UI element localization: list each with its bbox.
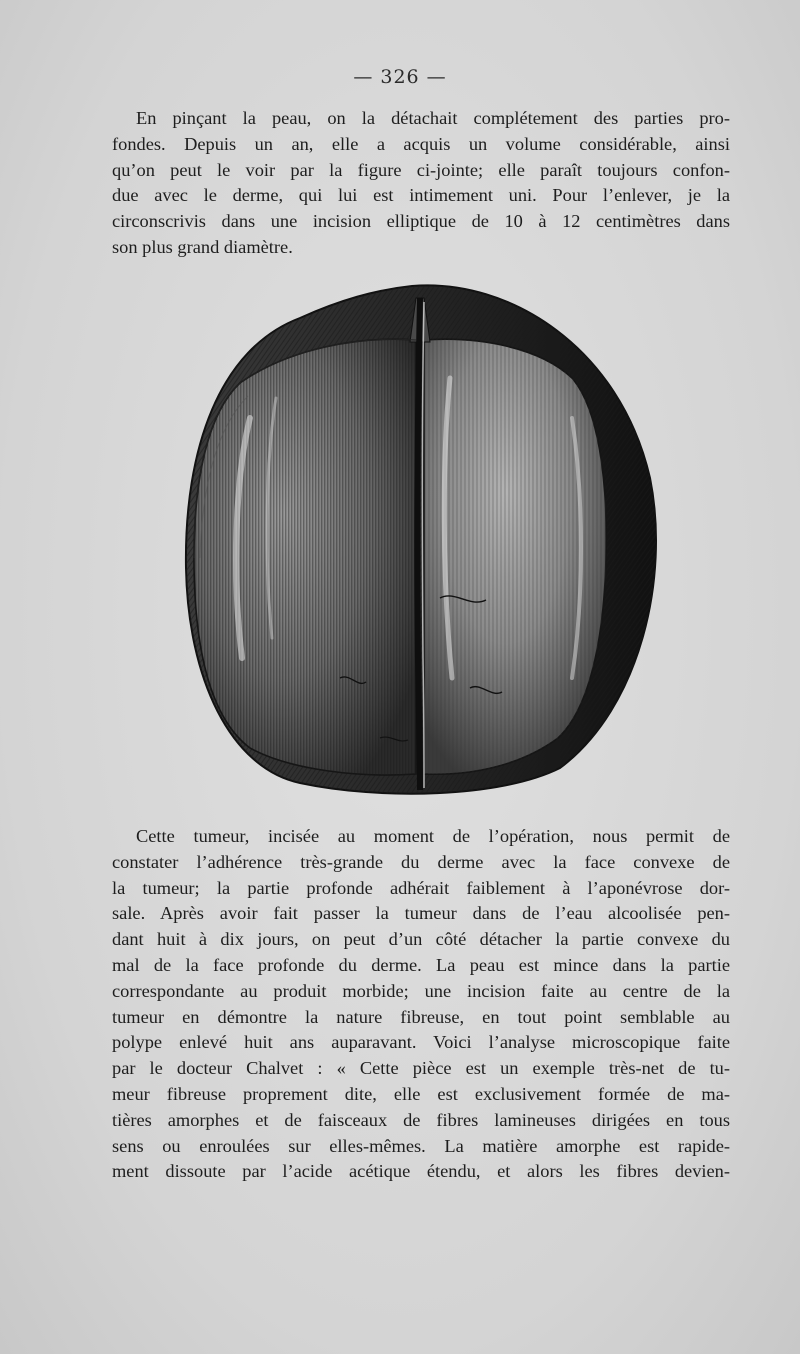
text-line: ment dissoute par l’acide acétique étendu, et alors les fibres devien-	[112, 1161, 730, 1182]
text-line: sale. Après avoir fait passer la tumeur dans de l’eau alcoolisée pen-	[112, 903, 730, 924]
text-line: circonscrivis dans une incision elliptique de 10 à 12 centimètres dans	[112, 211, 730, 232]
text-line: fondes. Depuis un an, elle a acquis un volume considérable, ainsi	[112, 133, 730, 154]
text-line: due avec le derme, qui lui est intimement uni. Pour l’enlever, je la	[112, 185, 730, 206]
text-line: la tumeur; la partie profonde adhérait faiblement à l’aponévrose dor-	[112, 877, 730, 898]
text-line: En pinçant la peau, on la détachait complétement des parties pro-	[136, 108, 730, 128]
text-line: tières amorphes et de faisceaux de fibres lamineuses dirigées en tous	[112, 1109, 730, 1130]
tumor-engraving-figure	[180, 278, 660, 798]
text-line: qu’on peut le voir par la figure ci-jointe; elle paraît toujours confon-	[112, 159, 730, 180]
text-line: polype enlevé huit ans auparavant. Voici l’analyse microscopique faite	[112, 1032, 730, 1053]
text-line: Cette tumeur, incisée au moment de l’opération, nous permit de	[136, 826, 730, 846]
text-line: mal de la face profonde du derme. La peau est mince dans la partie	[112, 954, 730, 975]
bottom-paragraph	[112, 824, 730, 1185]
text-line: constater l’adhérence très-grande du derme avec la face convexe de	[112, 851, 730, 872]
page-number: — 326 —	[353, 66, 447, 88]
tumor-engraving-illustration	[180, 278, 660, 798]
top-paragraph	[112, 106, 730, 261]
tumor-central-fissure	[417, 298, 420, 790]
text-line: dant huit à dix jours, on peut d’un côté détacher la partie convexe du	[112, 929, 730, 950]
text-line: par le docteur Chalvet : « Cette pièce est un exemple très-net de tu-	[112, 1058, 730, 1079]
text-line: tumeur en démontre la nature fibreuse, en tout point semblable au	[112, 1006, 730, 1027]
text-line: correspondante au produit morbide; une incision faite au centre de la	[112, 980, 730, 1001]
text-line: son plus grand diamètre.	[112, 236, 293, 257]
text-line: sens ou enroulées sur elles-mêmes. La matière amorphe est rapide-	[112, 1135, 730, 1156]
text-line: meur fibreuse proprement dite, elle est exclusivement formée de ma-	[112, 1083, 730, 1104]
